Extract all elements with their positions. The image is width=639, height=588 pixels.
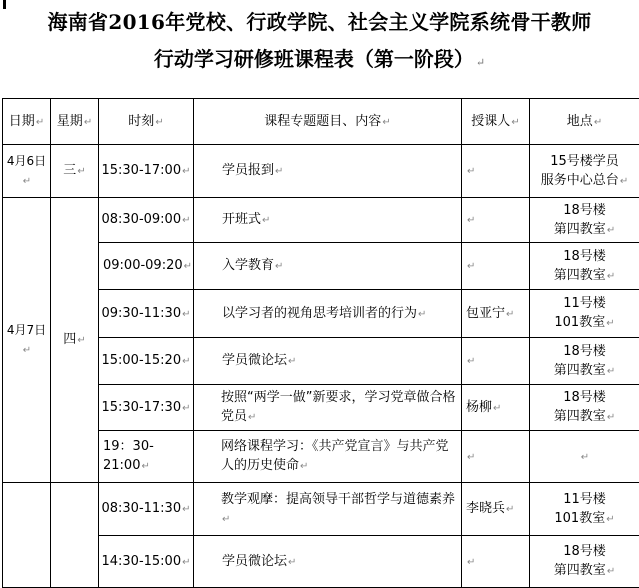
weekday-cell — [51, 483, 99, 588]
header-weekday: 星期↵ — [51, 99, 99, 145]
topic-cell: 以学习者的视角思考培训者的行为↵ — [194, 290, 462, 338]
location-cell: 18号楼 第四教室↵ — [530, 243, 639, 290]
topic-cell: 学员报到↵ — [194, 145, 462, 198]
header-time: 时刻↵ — [99, 99, 194, 145]
topic-cell: 网络课程学习：《共产党宣言》与共产党人的历史使命↵ — [194, 431, 462, 483]
time-cell: 08:30-11:30↵ — [99, 483, 194, 536]
lecturer-cell: ↵ — [462, 431, 530, 483]
date-cell: 4月6日↵ — [3, 145, 51, 198]
time-cell: 15:30-17:30↵ — [99, 385, 194, 431]
time-cell: 15:00-15:20↵ — [99, 338, 194, 385]
lecturer-cell: 李晓兵↵ — [462, 483, 530, 536]
table-row — [3, 290, 639, 338]
time-cell: 08:30-09:00↵ — [99, 198, 194, 243]
location-cell: ↵ — [530, 431, 639, 483]
topic-cell: 开班式↵ — [194, 198, 462, 243]
location-cell: 18号楼 第四教室↵ — [530, 385, 639, 431]
header-location: 地点↵ — [530, 99, 639, 145]
time-cell: 14:30-15:00↵ — [99, 536, 194, 588]
lecturer-cell: ↵ — [462, 536, 530, 588]
location-cell: 15号楼学员 服务中心总台↵ — [530, 145, 639, 198]
time-cell: 19：30-21:00↵ — [99, 431, 194, 483]
weekday-cell: 四↵ — [51, 198, 99, 483]
lecturer-cell: 包亚宁↵ — [462, 290, 530, 338]
table-header-row — [3, 99, 639, 145]
table-row — [3, 145, 639, 198]
lecturer-cell: ↵ — [462, 145, 530, 198]
lecturer-cell: 杨柳↵ — [462, 385, 530, 431]
header-lecturer: 授课人↵ — [462, 99, 530, 145]
table-row — [3, 431, 639, 483]
topic-cell: 学员微论坛↵ — [194, 338, 462, 385]
document-title-line2: 行动学习研修班课程表（第一阶段） ↵ — [0, 43, 639, 72]
table-row — [3, 536, 639, 588]
paragraph-mark-icon: ↵ — [476, 56, 485, 69]
time-cell: 15:30-17:00↵ — [99, 145, 194, 198]
topic-cell: 教学观摩：提高领导干部哲学与道德素养↵ — [194, 483, 462, 536]
location-cell: 18号楼 第四教室↵ — [530, 536, 639, 588]
topic-cell: 学员微论坛↵ — [194, 536, 462, 588]
location-cell: 11号楼 101教室↵ — [530, 290, 639, 338]
time-cell: 09:00-09:20↵ — [99, 243, 194, 290]
lecturer-cell: ↵ — [462, 198, 530, 243]
header-date: 日期↵ — [3, 99, 51, 145]
header-topic: 课程专题题目、内容↵ — [194, 99, 462, 145]
schedule-table — [2, 98, 639, 588]
location-cell: 18号楼 第四教室↵ — [530, 338, 639, 385]
lecturer-cell: ↵ — [462, 243, 530, 290]
topic-cell: 入学教育↵ — [194, 243, 462, 290]
table-row — [3, 198, 639, 243]
table-row — [3, 385, 639, 431]
table-row — [3, 338, 639, 385]
date-cell — [3, 483, 51, 588]
table-row — [3, 483, 639, 536]
topic-cell: 按照“两学一做”新要求，学习党章做合格党员↵ — [194, 385, 462, 431]
location-cell: 11号楼 101教室↵ — [530, 483, 639, 536]
document-title-line1: 海南省2016年党校、行政学院、社会主义学院系统骨干教师 — [0, 6, 639, 35]
weekday-cell: 三↵ — [51, 145, 99, 198]
location-cell: 18号楼 第四教室↵ — [530, 198, 639, 243]
date-cell: 4月7日↵ — [3, 198, 51, 483]
time-cell: 09:30-11:30↵ — [99, 290, 194, 338]
table-row — [3, 243, 639, 290]
lecturer-cell: ↵ — [462, 338, 530, 385]
